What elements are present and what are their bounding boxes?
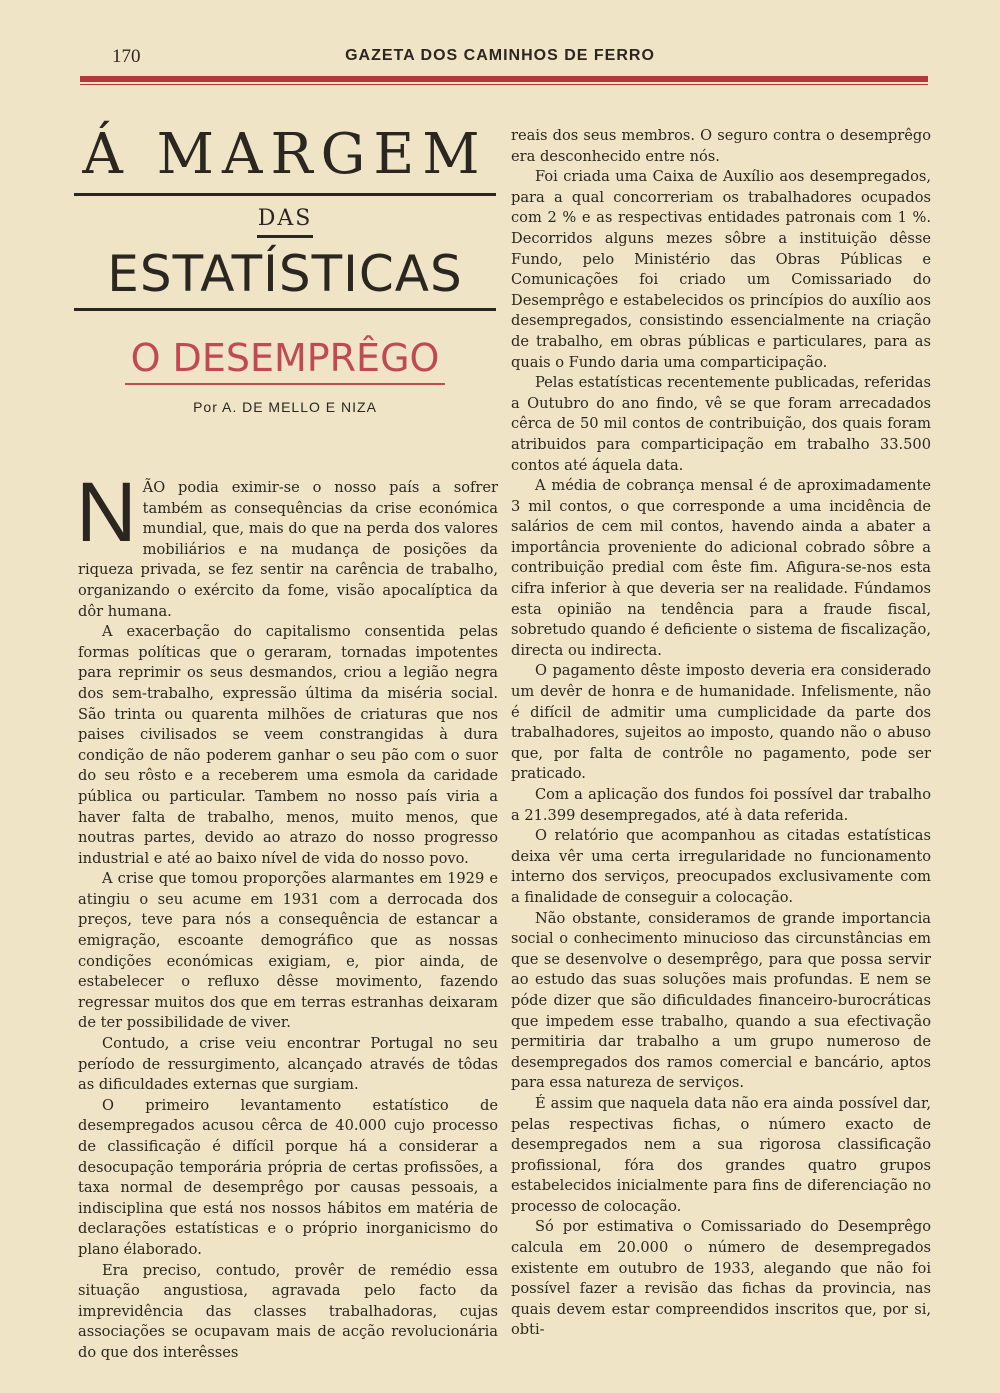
title-line-2: DAS <box>257 206 313 231</box>
title-rule <box>74 193 496 196</box>
article-byline: Por A. DE MELLO E NIZA <box>193 399 377 415</box>
page-number: 170 <box>112 46 141 67</box>
article-right-column <box>511 126 931 1341</box>
subtitle-rule <box>125 383 445 385</box>
paragraph-text: ÃO podia eximir-se o nosso país a sofrer também as consequências da crise económica mundial, que, mais do que na perda dos valores mobiliários e na mudança de posições da riqueza privada, se fez sentir na carência de trabalho, organizando o exército da fome, visão apocalíptica da dôr humana. <box>78 479 498 620</box>
paragraph: Só por estimativa o Comissariado do Desemprêgo calcula em 20.000 o número de desempregados existente em outubro de 1933, alegando que não foi possível fazer a revisão das fichas da provincia, nas quais devem estar compreendidos inscritos que, por si, obti- <box>511 1218 931 1339</box>
header-rule-thin <box>80 84 928 85</box>
paragraph: Pelas estatísticas recentemente publicadas, referidas a Outubro do ano findo, vê se que foram arrecadados cêrca de 50 mil contos de contribuição, dos quais foram atribuidos para comparticipação em trabalho 33.500 contos até áquela data. <box>511 374 931 474</box>
article-subtitle: O DESEMPRÊGO <box>130 336 440 380</box>
paragraph: Contudo, a crise veiu encontrar Portugal no seu período de ressurgimento, alcançado através de tôdas as dificuldades externas que surgiam. <box>78 1035 498 1094</box>
paragraph: Não obstante, consideramos de grande importancia social o conhecimento minucioso das circunstâncias em que se desenvolve o desemprêgo, para que possa servir ao estudo das suas soluções mais profundas. E nem se póde dizer que são dificuldades financeiro-burocráticas que impedem esse trabalho, quando a sua efectivação permitiria dar trabalho a um grupo numeroso de desempregados dos ramos comercial e bancário, aptos para essa natureza de serviços. <box>511 909 931 1092</box>
paragraph: A média de cobrança mensal é de aproximadamente 3 mil contos, o que corresponde a uma incidência de salários de cem mil contos, havendo ainda a abater a importância proveniente do adicional cobrado sôbre a contribuição predial com êste fim. Afigura-se-nos esta cifra inferior à que deveria ser na realidade. Fúndamos esta opinião na tendência para a fraude fiscal, sobretudo quando é deficiente o sistema de fiscalização, directa ou indirecta. <box>511 477 931 659</box>
paragraph: É assim que naquela data não era ainda possível dar, pelas respectivas fichas, o número exacto de desempregados nem a sua rigorosa classificação profissional, fóra dos grandes quatro grupos estabelecidos inicialmente para fins de diferenciação no processo de colocação. <box>511 1094 931 1215</box>
paragraph: Foi criada uma Caixa de Auxílio aos desempregados, para a qual concorreriam os trabalhadores ocupados com 2 % e as respectivas entidades patronais com 1 %. Decorridos alguns mezes sôbre a instituição dêsse Fundo, pelo Ministério das Obras Públicas e Comunicações foi criado um Comissariado do Desemprêgo e estabelecidos os princípios do auxílio aos desempregados, consistindo essencialmente na criação de trabalho, em obras públicas e particulares, para as quais o Fundo daria uma comparticipação. <box>511 168 931 371</box>
article-left-column <box>76 465 498 1364</box>
title-line-2-rule <box>257 235 313 238</box>
title-line-1: Á MARGEM <box>82 122 488 187</box>
running-head-title: GAZETA DOS CAMINHOS DE FERRO <box>345 47 655 64</box>
title-line-3: ESTATÍSTICAS <box>107 245 463 303</box>
paragraph: A exacerbação do capitalismo consentida pelas formas políticas que o geraram, tornadas impotentes para reprimir os seus desmandos, criou a legião negra dos sem-trabalho, expressão última da miséria social. São trinta ou quarenta milhões de criaturas que nos paises civilisados se veem constrangidas à dura condição de não poderem ganhar o seu pão com o suor do seu rôsto e a receberem uma esmola da caridade pública ou particular. Tambem no nosso país viria a haver falta de trabalho, menos, muito menos, que noutras partes, devido ao atrazo do nosso progresso industrial e até ao baixo nível de vida do nosso povo. <box>78 623 498 867</box>
drop-cap: N <box>76 465 137 559</box>
title-rule-bottom <box>74 308 496 311</box>
paragraph <box>76 465 498 622</box>
paragraph: Com a aplicação dos fundos foi possível dar trabalho a 21.399 desempregados, até à data referida. <box>511 786 931 824</box>
paragraph: Era preciso, contudo, provêr de remédio essa situação angustiosa, agravada pelo facto da imprevidência das classes trabalhadoras, cujas associações se ocupavam mais de acção revolucionária do que dos interêsses <box>78 1261 498 1361</box>
paragraph-continuation: reais dos seus membros. O seguro contra o desemprêgo era desconhecido entre nós. <box>511 127 931 165</box>
paragraph: O relatório que acompanhou as citadas estatísticas deixa vêr uma certa irregularidade no funcionamento interno dos serviços, preocupados exclusivamente com a finalidade de conseguir a colocação. <box>511 827 931 906</box>
paragraph: O pagamento dêste imposto deveria era considerado um devêr de honra e de humanidade. Infelismente, não é difícil de admitir uma cumplicidade da parte dos trabalhadores, sujeitos ao imposto, quando não o abuso que, por falta de contrôle no pagamento, pode ser praticado. <box>511 662 931 783</box>
header-rule-thick <box>80 76 928 82</box>
article-title-block <box>74 112 496 415</box>
paragraph: O primeiro levantamento estatístico de desempregados acusou cêrca de 40.000 cujo processo de classificação é difícil porque há a considerar a desocupação temporária própria de certas profissões, a taxa normal de desemprêgo por causas pessoais, a indisciplina que está nos nossos hábitos em matéria de declarações estatísticas e o próprio inorganicismo do plano élaborado. <box>78 1096 498 1258</box>
paragraph: A crise que tomou proporções alarmantes em 1929 e atingiu o seu acume em 1931 com a derrocada dos preços, teve para nós a consequência de estancar a emigração, escoante demográfico que as nossas condições económicas exigiam, e, pior ainda, de estabelecer o refluxo dêsse movimento, fazendo regressar muitos dos que em terras estranhas deixaram de ter possibilidade de viver. <box>78 870 498 1032</box>
